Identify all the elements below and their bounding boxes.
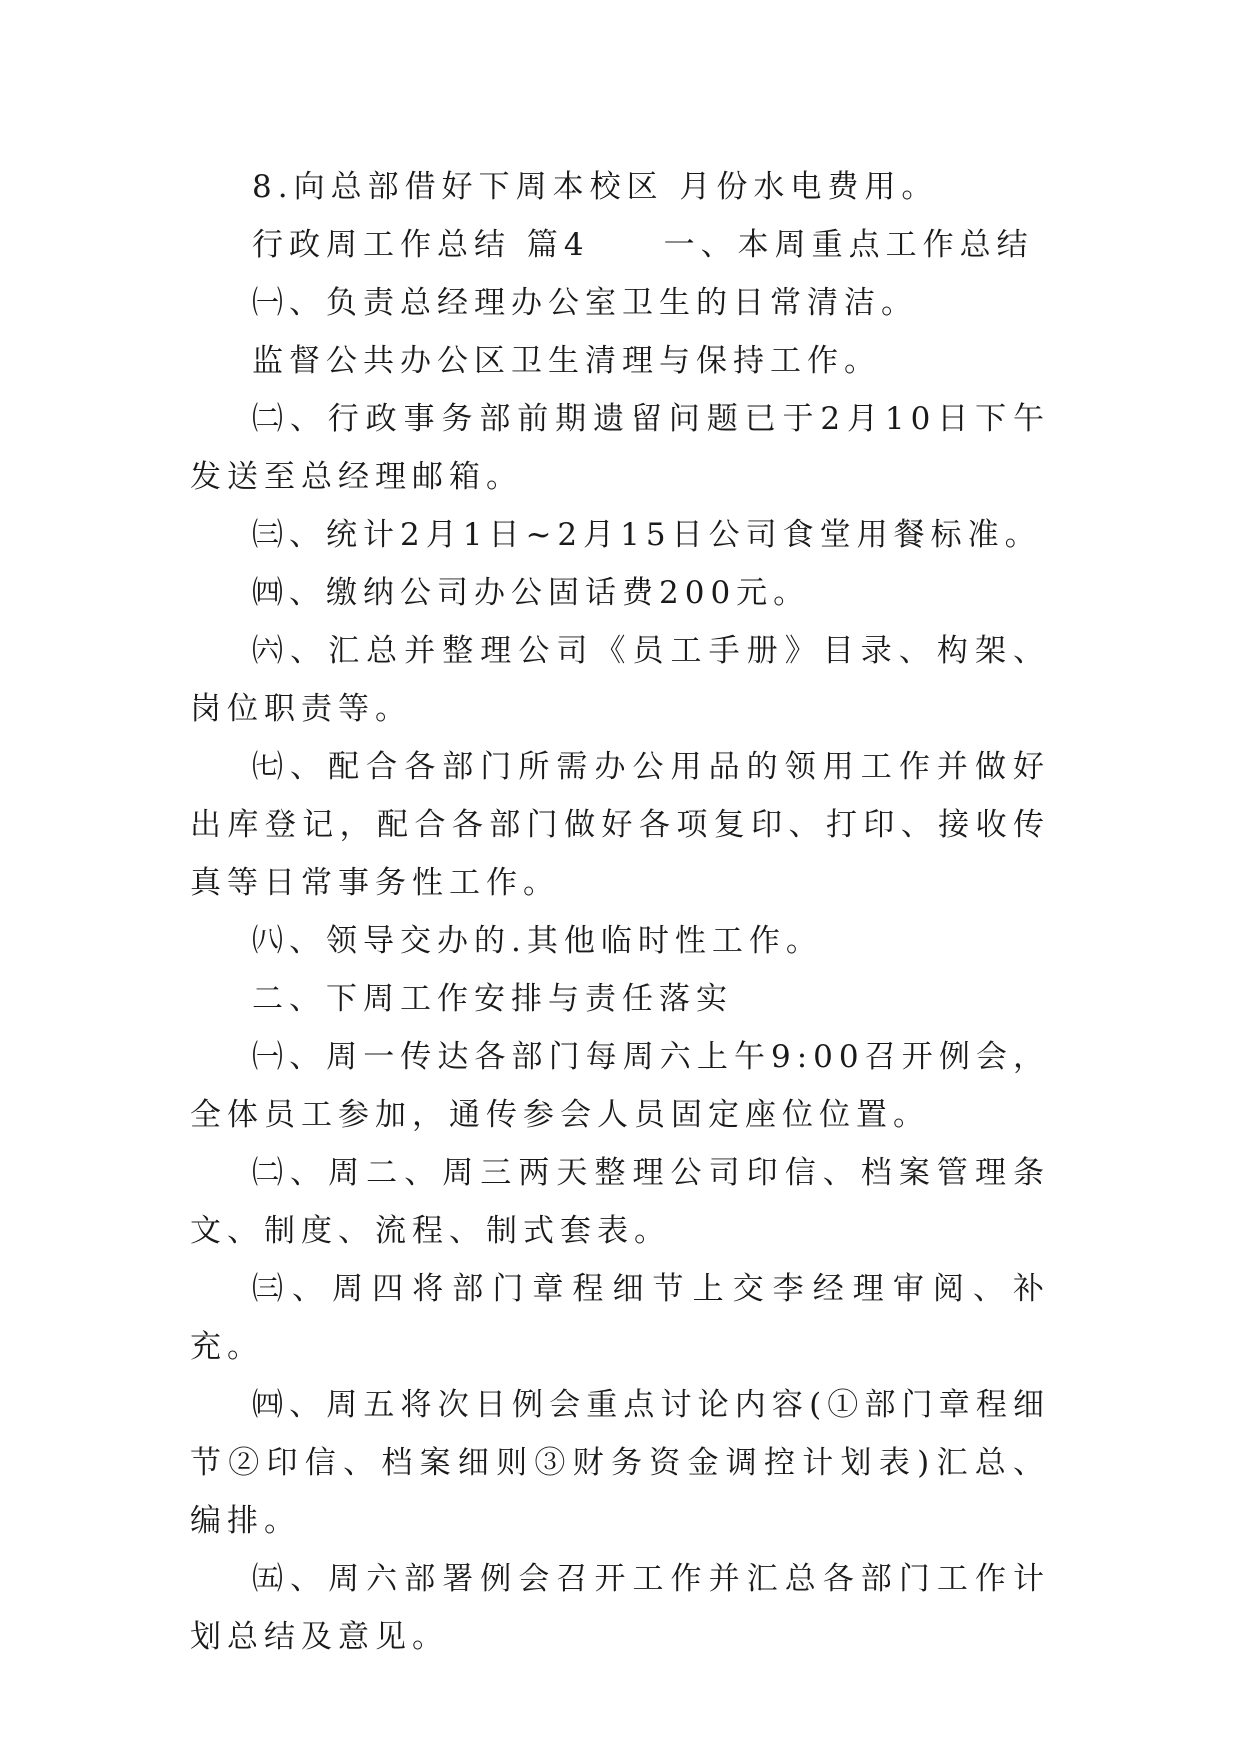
paragraph-employee-handbook: ㈥、汇总并整理公司《员工手册》目录、构架、岗位职责等。 [190,633,1050,727]
paragraph-legacy-issues: ㈡、行政事务部前期遗留问题已于2月10日下午发送至总经理邮箱。 [190,401,1050,495]
paragraph-public-area: 监督公共办公区卫生清理与保持工作。 [252,343,881,379]
paragraph-utility-fee: 8.向总部借好下周本校区 月份水电费用。 [252,169,939,205]
paragraph-thursday-review: ㈢、周四将部门章程细节上交李经理审阅、补充。 [190,1271,1050,1365]
paragraph-canteen-standard: ㈢、统计2月1日~2月15日公司食堂用餐标准。 [252,517,1042,553]
paragraph-office-cleaning: ㈠、负责总经理办公室卫生的日常清洁。 [252,285,918,321]
paragraph-next-week-heading: 二、下周工作安排与责任落实 [252,981,733,1017]
paragraph-saturday-meeting: ㈤、周六部署例会召开工作并汇总各部门工作计划总结及意见。 [190,1561,1050,1655]
paragraph-tue-wed-archives: ㈡、周二、周三两天整理公司印信、档案管理条文、制度、流程、制式套表。 [190,1155,1050,1249]
paragraph-section-title: 行政周工作总结 篇4 一、本周重点工作总结 [252,227,1034,263]
paragraph-office-supplies: ㈦、配合各部门所需办公用品的领用工作并做好出库登记，配合各部门做好各项复印、打印、接收传真等日常事务性工作。 [190,749,1050,901]
paragraph-friday-agenda: ㈣、周五将次日例会重点讨论内容(①部门章程细节②印信、档案细则③财务资金调控计划表)汇总、编排。 [190,1387,1050,1539]
document-body [190,158,1050,1666]
paragraph-phone-fee: ㈣、缴纳公司办公固话费200元。 [252,575,811,611]
paragraph-monday-meeting: ㈠、周一传达各部门每周六上午9:00召开例会，全体员工参加，通传参会人员固定座位位置。 [190,1039,1050,1133]
paragraph-other-tasks: ㈧、领导交办的.其他临时性工作。 [252,923,823,959]
